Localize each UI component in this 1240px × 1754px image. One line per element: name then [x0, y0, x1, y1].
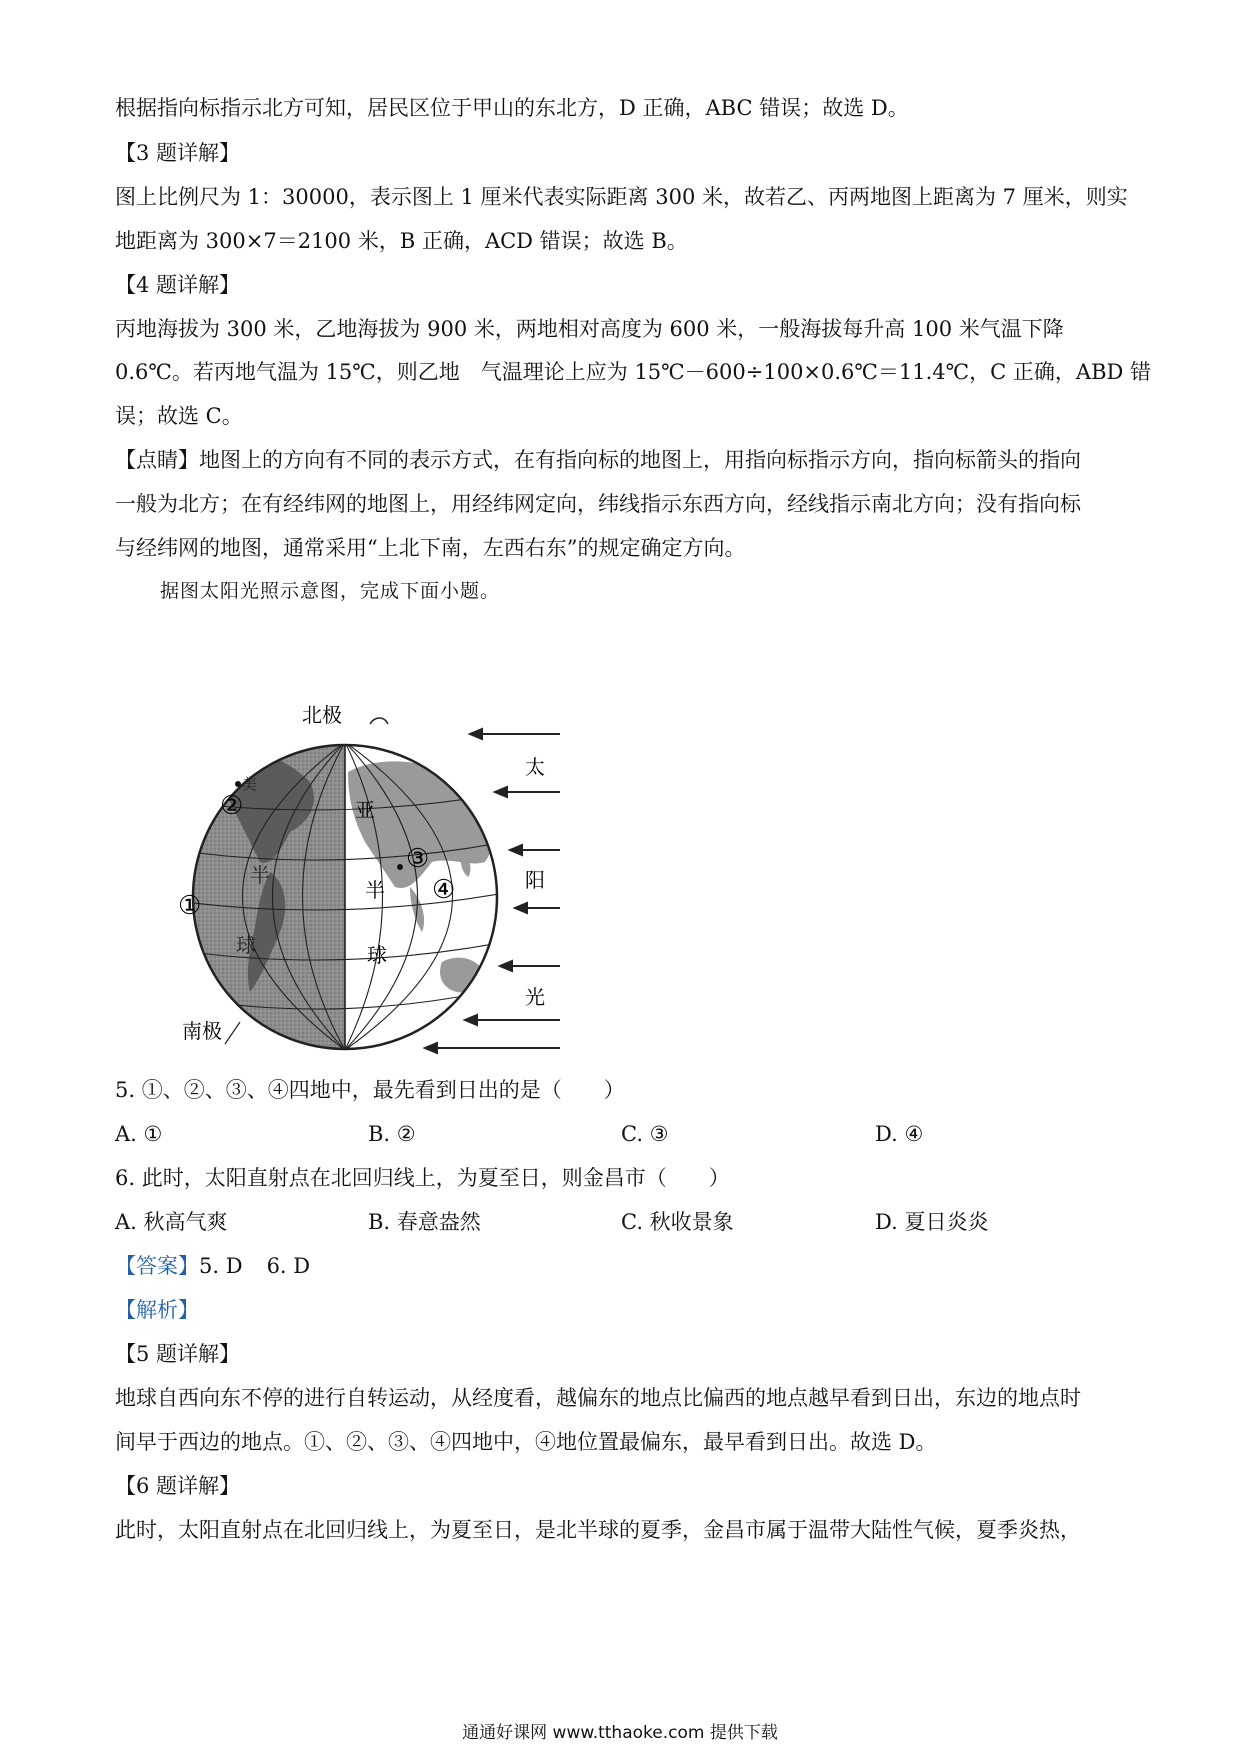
globe-label: 球 — [236, 933, 256, 957]
answer-6: 6. D — [266, 1254, 311, 1278]
question-6: 6. 此时，太阳直射点在北回归线上，为夏至日，则金昌市（ ） — [115, 1166, 730, 1190]
question-5: 5. ①、②、③、④四地中，最先看到日出的是（ ） — [115, 1078, 625, 1102]
answer-5: 5. D — [199, 1254, 243, 1278]
marker-2: ② — [220, 791, 244, 821]
option-5b[interactable]: B. ② — [368, 1122, 416, 1146]
text-line: 图上比例尺为 1：30000，表示图上 1 厘米代表实际距离 300 米，故若乙、丙两地图上距离为 7 厘米，则实 — [115, 185, 1128, 209]
marker-4: ④ — [432, 875, 456, 905]
answer-line — [115, 1251, 310, 1281]
option-5c[interactable]: C. ③ — [621, 1122, 669, 1146]
south-pole-label: 南极 — [182, 1019, 222, 1043]
tip-line: 与经纬网的地图，通常采用“上北下南，左西右东”的规定确定方向。 — [115, 536, 746, 560]
globe-label: 半 — [365, 878, 385, 902]
text-line: 0.6℃。若丙地气温为 15℃，则乙地 气温理论上应为 15℃－600÷100×0.6℃＝11.4℃，C 正确，ABD 错 — [115, 360, 1152, 384]
answer-tag: 【答案】 — [115, 1254, 199, 1278]
rotation-arrow-icon — [370, 718, 388, 724]
sun-label: 太 — [525, 755, 545, 779]
option-6b[interactable]: B. 春意盎然 — [368, 1210, 481, 1234]
marker-3: ③ — [406, 844, 430, 874]
analysis-heading: 【解析】 — [115, 1298, 199, 1322]
sun-label: 光 — [525, 985, 545, 1009]
location-dot — [235, 781, 241, 787]
section-heading-q6: 【6 题详解】 — [115, 1474, 241, 1498]
sunlight-globe-figure — [170, 692, 570, 1064]
text-line: 误；故选 C。 — [115, 404, 243, 428]
location-dot — [397, 864, 403, 870]
section-heading-q5: 【5 题详解】 — [115, 1342, 241, 1366]
text-line: 地距离为 300×7＝2100 米，B 正确，ACD 错误；故选 B。 — [115, 229, 688, 253]
globe-label: 美 — [242, 775, 258, 793]
option-5a[interactable]: A. ① — [115, 1122, 163, 1146]
globe-label: 球 — [367, 943, 387, 967]
south-pole-pointer — [225, 1022, 240, 1044]
text-line: 丙地海拔为 300 米，乙地海拔为 900 米，两地相对高度为 600 米，一般海拔每升高 100 米气温下降 — [115, 317, 1064, 341]
globe-label: 亚 — [355, 798, 375, 822]
text-line: 根据指向标指示北方可知，居民区位于甲山的东北方，D 正确，ABC 错误；故选 D。 — [115, 96, 909, 120]
text-line: 间早于西边的地点。①、②、③、④四地中，④地位置最偏东，最早看到日出。故选 D。 — [115, 1430, 937, 1454]
page-footer: 通通好课网 www.tthaoke.com 提供下载 — [462, 1723, 778, 1743]
text-line: 此时，太阳直射点在北回归线上，为夏至日，是北半球的夏季，金昌市属于温带大陆性气候，夏季炎热， — [115, 1518, 1081, 1542]
section-heading-q3: 【3 题详解】 — [115, 141, 241, 165]
option-6d[interactable]: D. 夏日炎炎 — [875, 1210, 989, 1234]
marker-1: ① — [178, 891, 202, 921]
option-6c[interactable]: C. 秋收景象 — [621, 1210, 734, 1234]
tip-line: 【点睛】地图上的方向有不同的表示方式，在有指向标的地图上，用指向标指示方向，指向标箭头的指向 — [115, 448, 1081, 472]
globe-label: 半 — [250, 863, 270, 887]
figure-intro: 据图太阳光照示意图，完成下面小题。 — [160, 580, 501, 602]
option-6a[interactable]: A. 秋高气爽 — [115, 1210, 228, 1234]
tip-line: 一般为北方；在有经纬网的地图上，用经纬网定向，纬线指示东西方向，经线指示南北方向；没有指向标 — [115, 492, 1081, 516]
section-heading-q4: 【4 题详解】 — [115, 273, 241, 297]
text-line: 地球自西向东不停的进行自转运动，从经度看，越偏东的地点比偏西的地点越早看到日出，东边的地点时 — [115, 1386, 1081, 1410]
north-pole-label: 北极 — [302, 703, 342, 727]
sun-label: 阳 — [525, 868, 545, 892]
option-5d[interactable]: D. ④ — [875, 1122, 924, 1146]
